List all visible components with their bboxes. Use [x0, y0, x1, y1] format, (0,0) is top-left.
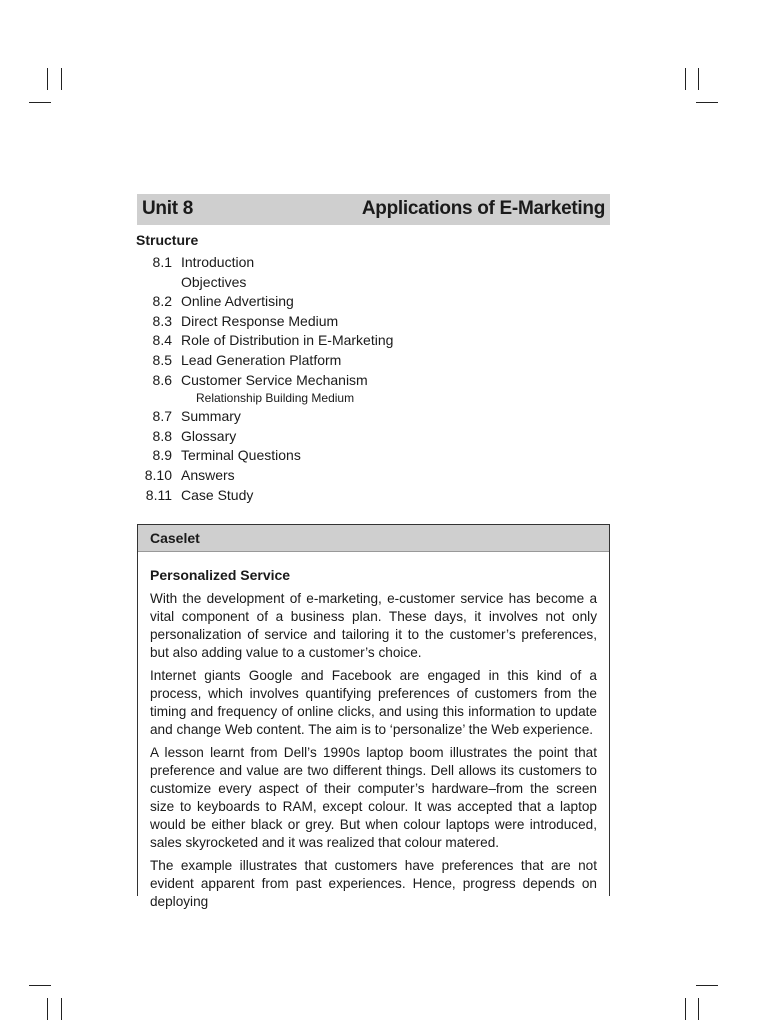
structure-item-label: Relationship Building Medium	[196, 391, 355, 406]
structure-item-label: Glossary	[181, 427, 237, 444]
structure-item-label: Role of Distribution in E-Marketing	[181, 332, 394, 349]
structure-item	[136, 390, 536, 407]
structure-item-number: 8.7	[152, 408, 172, 425]
caselet-subheading: Personalized Service	[150, 567, 291, 583]
structure-item-label: Case Study	[181, 486, 254, 503]
structure-item-label: Introduction	[181, 254, 255, 270]
structure-item-number: 8.5	[152, 351, 172, 368]
caselet-paragraph: With the development of e-marketing, e-customer service has become a vital component of a business plan. These days, it involves not only personalization of service and tailoring it to the customer’s preferences, but also adding value to a customer’s choice.	[150, 591, 597, 660]
structure-list	[136, 253, 536, 505]
structure-item	[136, 446, 536, 466]
structure-item-label: Summary	[181, 408, 241, 425]
structure-item-number: 8.9	[152, 447, 172, 464]
structure-item	[136, 407, 536, 427]
structure-item-label: Online Advertising	[181, 293, 294, 310]
caselet-paragraph: The example illustrates that customers have preferences that are not evident apparent from past experiences. Hence, progress depends on deploying	[150, 858, 597, 909]
structure-item-number: 8.10	[144, 466, 172, 483]
unit-header	[137, 194, 610, 225]
structure-item	[136, 273, 536, 293]
structure-item	[136, 486, 536, 506]
structure-item-number: 8.8	[152, 427, 172, 444]
caselet-box	[137, 524, 610, 909]
unit-title: Applications of E-Marketing	[361, 198, 605, 219]
structure-item-label: Objectives	[181, 273, 247, 290]
structure-item-label: Lead Generation Platform	[181, 351, 342, 368]
structure-item	[136, 371, 536, 391]
caselet-paragraph: A lesson learnt from Dell’s 1990s laptop boom illustrates the point that preference and value are two different things. Dell allows its customers to customize every aspect of their computer’s hardware–from the screen size to keyboards to RAM, except colour. It was accepted that a laptop would be either black or grey. But when colour laptops were introduced, sales skyrocketed and it was realized that colour matered.	[150, 745, 597, 850]
caselet-body	[138, 552, 609, 911]
structure-item-label: Terminal Questions	[181, 447, 301, 464]
structure-item	[136, 466, 536, 486]
structure-item	[136, 292, 536, 312]
structure-item-number: 8.2	[152, 293, 172, 310]
caselet-heading: Caselet	[138, 525, 609, 552]
caselet-paragraph: Internet giants Google and Facebook are engaged in this kind of a process, which involves quantifying preferences of customers from the timing and frequency of online clicks, and using this information to update and change Web content. The aim is to ‘personalize’ the Web experience.	[150, 668, 597, 737]
structure-item-number: 8.3	[152, 312, 172, 329]
structure-item	[136, 331, 536, 351]
structure-item	[136, 253, 536, 273]
structure-item-number: 8.4	[152, 332, 172, 349]
structure-heading: Structure	[136, 232, 199, 248]
unit-number: Unit 8	[142, 198, 193, 219]
structure-item-number: 8.6	[152, 371, 172, 388]
structure-item	[136, 427, 536, 447]
structure-item-label: Direct Response Medium	[181, 312, 339, 329]
structure-item-number: 8.11	[145, 486, 172, 503]
structure-item-label: Answers	[181, 466, 235, 483]
structure-item-number: 8.1	[152, 254, 172, 270]
structure-item-label: Customer Service Mechanism	[181, 371, 368, 388]
structure-item	[136, 312, 536, 332]
structure-item	[136, 351, 536, 371]
